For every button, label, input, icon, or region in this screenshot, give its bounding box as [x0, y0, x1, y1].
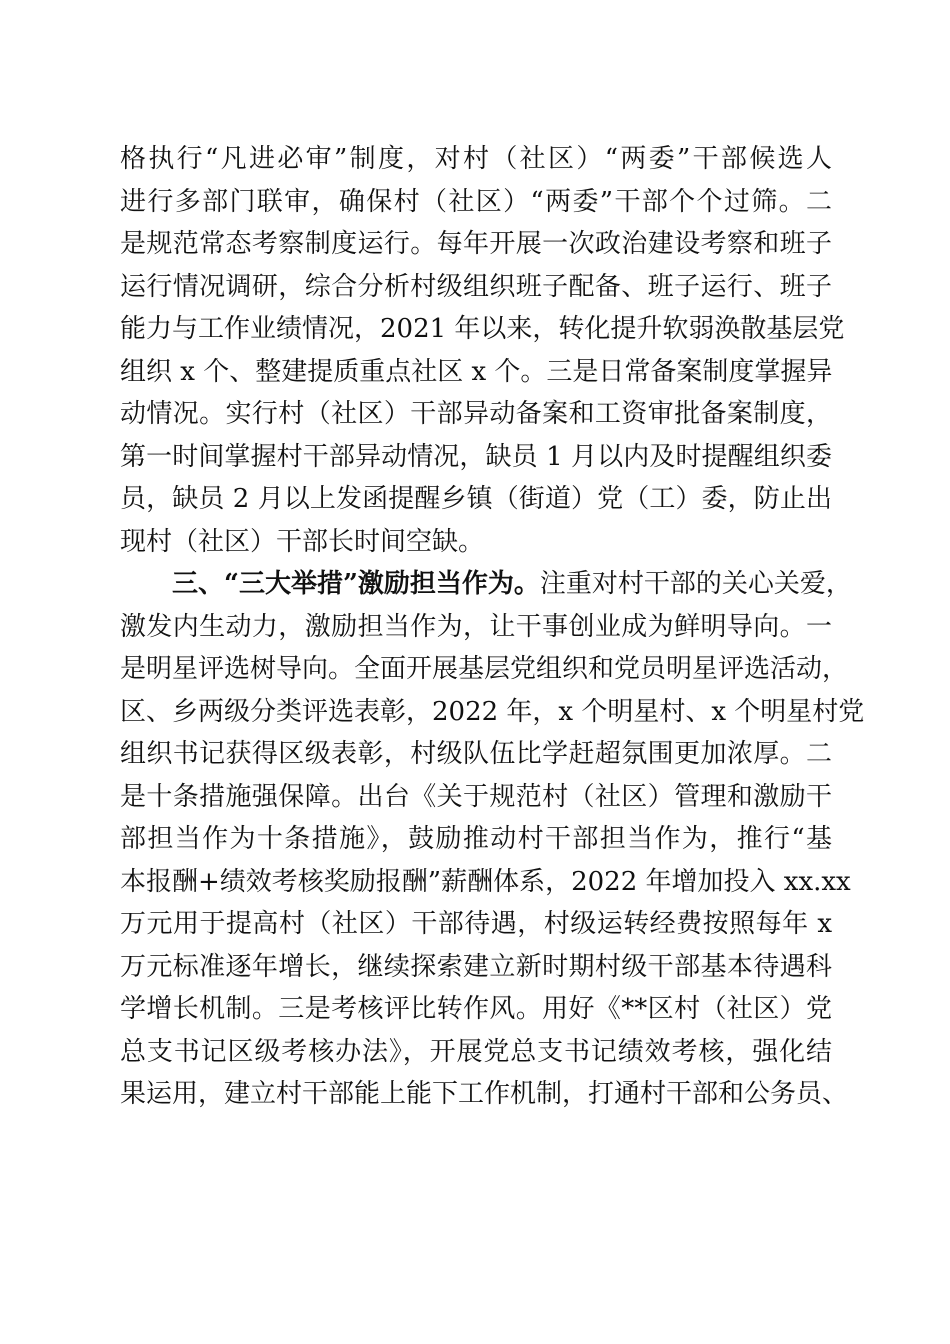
- text-line: 是十条措施强保障。出台《关于规范村（社区）管理和激励干: [120, 781, 832, 812]
- text-line: 进行多部门联审，确保村（社区）“两委”干部个个过筛。二: [120, 186, 832, 217]
- section-heading: 三、“三大举措”激励担当作为。: [172, 569, 540, 599]
- text-line: 能力与工作业绩情况，2021 年以来，转化提升软弱涣散基层党: [120, 314, 845, 344]
- text-line: 果运用，建立村干部能上能下工作机制，打通村干部和公务员、: [120, 1079, 849, 1109]
- text-line: 组织书记获得区级表彰，村级队伍比学赶超氛围更加浓厚。二: [120, 739, 832, 769]
- text-line: 是明星评选树导向。全面开展基层党组织和党员明星评选活动，: [120, 654, 849, 684]
- body-text: [120, 138, 865, 1116]
- text-line: 激发内生动力，激励担当作为，让干事创业成为鲜明导向。一: [120, 611, 832, 642]
- text-line: 动情况。实行村（社区）干部异动备案和工资审批备案制度，: [120, 399, 832, 429]
- paragraph-2-first-line: [120, 563, 852, 606]
- text-line: 部担当作为十条措施》，鼓励推动村干部担当作为，推行“基: [120, 824, 832, 854]
- text-line: 组织 x 个、整建提质重点社区 x 个。三是日常备案制度掌握异: [120, 356, 833, 387]
- text-line: 第一时间掌握村干部异动情况，缺员 1 月以内及时提醒组织委: [120, 441, 832, 472]
- text-line: 格执行“凡进必审”制度，对村（社区）“两委”干部候选人: [120, 144, 832, 174]
- paragraph-2: [120, 563, 865, 1116]
- text-line: 运行情况调研，综合分析村级组织班子配备、班子运行、班子: [120, 271, 832, 302]
- text-line: 本报酬+绩效考核奖励报酬”薪酬体系，2022 年增加投入 xx.xx: [120, 866, 851, 897]
- paragraph-1: [120, 138, 845, 563]
- text-line: 万元标准逐年增长，继续探索建立新时期村级干部基本待遇科: [120, 951, 832, 982]
- text-line: 员，缺员 2 月以上发函提醒乡镇（街道）党（工）委，防止出: [120, 484, 832, 514]
- text-line: 万元用于提高村（社区）干部待遇，村级运转经费按照每年 x: [120, 909, 832, 939]
- first-line-text: 注重对村干部的关心关爱，: [539, 569, 852, 599]
- text-line: 区、乡两级分类评选表彰，2022 年，x 个明星村、x 个明星村党: [120, 696, 865, 727]
- text-line: 现村（社区）干部长时间空缺。: [120, 526, 485, 557]
- text-line: 是规范常态考察制度运行。每年开展一次政治建设考察和班子: [120, 229, 832, 259]
- text-line: 学增长机制。三是考核评比转作风。用好《**区村（社区）党: [120, 994, 832, 1024]
- text-line: 总支书记区级考核办法》，开展党总支书记绩效考核，强化结: [120, 1036, 832, 1067]
